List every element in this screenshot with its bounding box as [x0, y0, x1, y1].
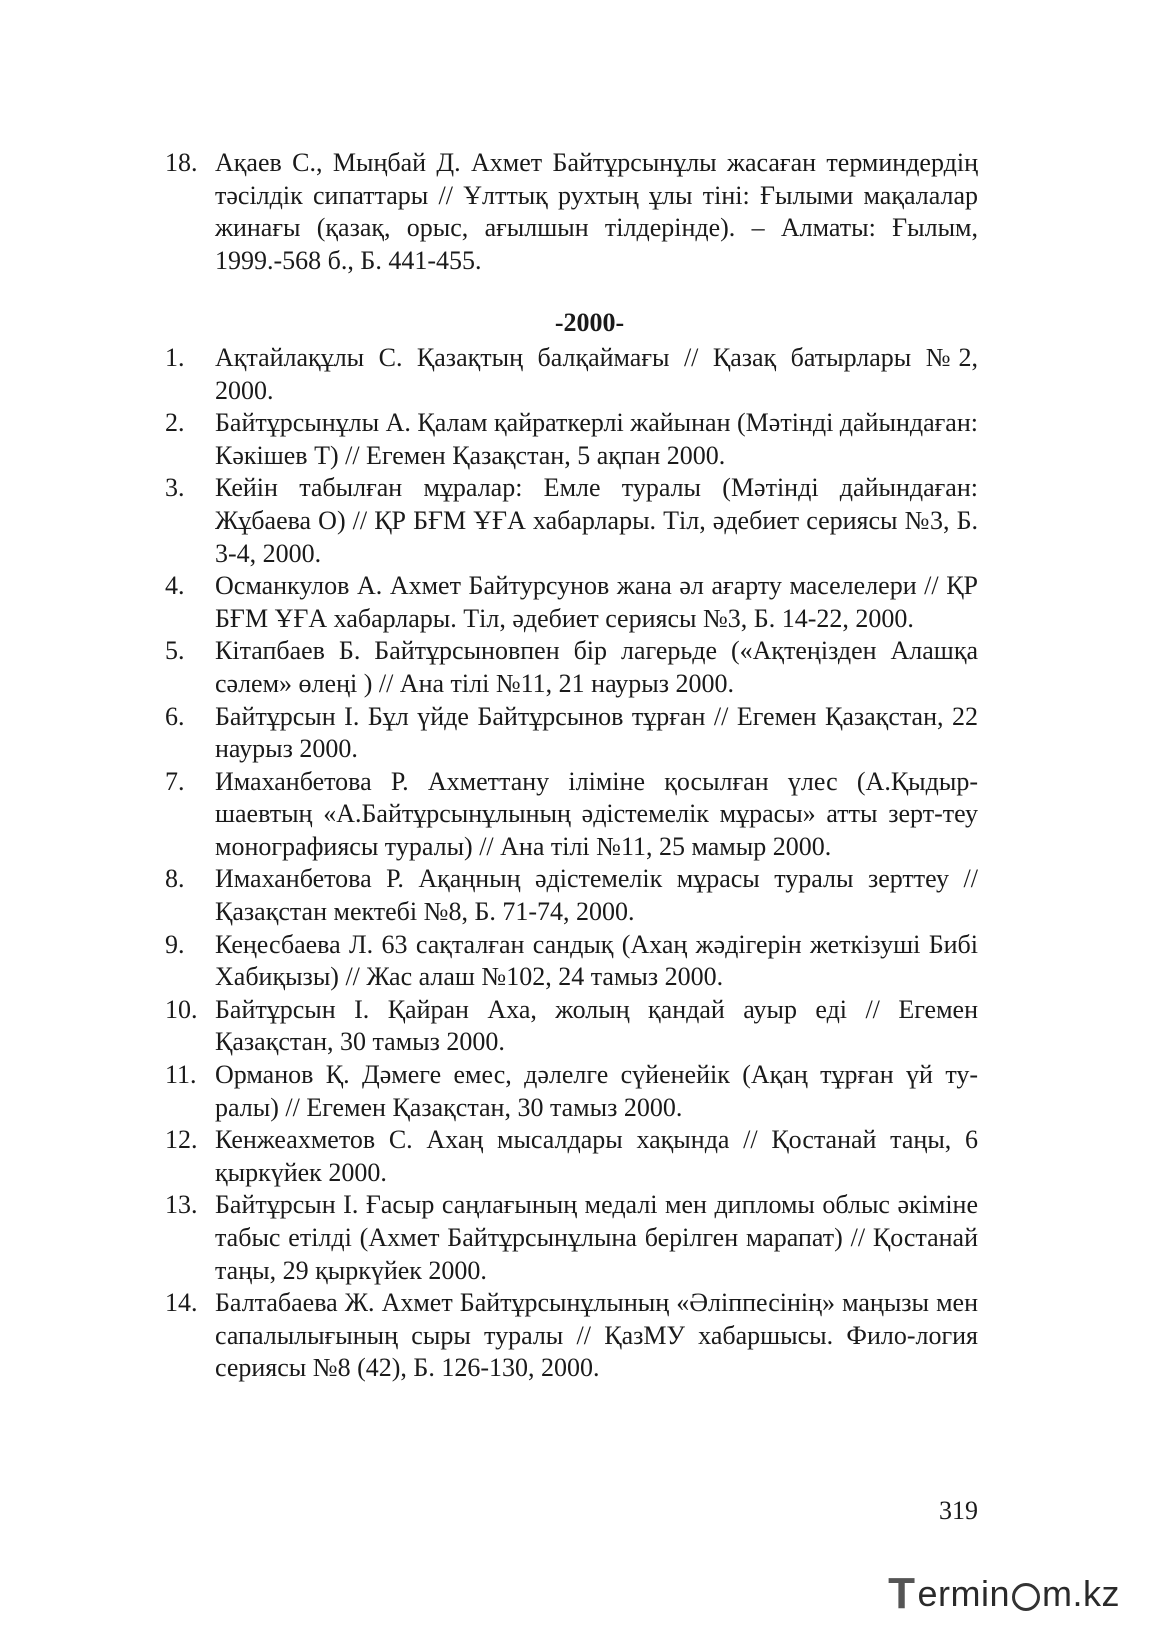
entry-number: 13. [165, 1190, 198, 1220]
entry-number: 9. [165, 929, 185, 959]
entry-text: Имаханбетова Р. Ахметтану іліміне қосылған үлес (А.Қыдыр-шаевтың «А.Байтұрсынұлының әдістемелік мұрасы» атты зерт-теу монографиясы туралы) // Ана тілі №11, 25 мамыр 2000. [215, 766, 978, 861]
bibliography-entry [165, 570, 978, 635]
entry-number: 6. [165, 701, 185, 731]
entry-list-1999 [165, 147, 978, 277]
entry-number: 3. [165, 473, 185, 503]
bibliography-entry [165, 929, 978, 994]
entry-number: 7. [165, 766, 185, 796]
bibliography-entry [165, 472, 978, 570]
entry-number: 1. [165, 342, 185, 372]
year-heading: -2000- [554, 308, 625, 338]
bibliography-entry [165, 1287, 978, 1385]
entry-text: Байтұрсынұлы А. Қалам қайраткерлі жайынан (Мәтінді дайындаған: Кәкішев Т) // Егемен Қазақстан, 5 ақпан 2000. [215, 408, 978, 470]
entry-number: 12. [165, 1125, 198, 1155]
entry-number: 11. [165, 1060, 197, 1090]
watermark-letter-t: T [888, 1569, 916, 1618]
bibliography-entry [165, 1059, 978, 1124]
entry-list-2000 [165, 342, 978, 1385]
bibliography-entry [165, 701, 978, 766]
bibliography-entry [165, 1124, 978, 1189]
entry-number: 18. [165, 148, 198, 177]
entry-text: Кітапбаев Б. Байтұрсыновпен бір лагерьде («Ақтеңізден Алашқа сәлем» өлеңі ) // Ана тілі №11, 21 наурыз 2000. [215, 636, 978, 698]
watermark-logo [888, 1569, 1120, 1619]
entry-number: 10. [165, 994, 198, 1024]
bibliography-entry [165, 147, 978, 277]
bibliography-entry [165, 342, 978, 407]
entry-text: Ақтайлақұлы С. Қазақтың балқаймағы // Қазақ батырлары №2, 2000. [215, 342, 978, 405]
bibliography-entry [165, 863, 978, 928]
watermark-domain: m.kz [1042, 1573, 1120, 1614]
entry-text: Османкулов А. Ахмет Байтурсунов жана әл ағарту маселелери // ҚР БҒМ ҰҒА хабарлары. Тіл, әдебиет сериясы №3, Б. 14-22, 2000. [215, 571, 978, 633]
entry-text: Кейін табылған мұралар: Емле туралы (Мәтінді дайындаған: Жұбаева О) // ҚР БҒМ ҰҒА хабарлары. Тіл, әдебиет сериясы №3, Б. 3-4, 2000. [215, 473, 978, 568]
entry-number: 2. [165, 408, 185, 438]
bibliography-entry [165, 994, 978, 1059]
watermark-text-part: ermin [917, 1573, 1010, 1614]
bibliography-entry [165, 407, 978, 472]
bibliography-entry [165, 635, 978, 700]
entry-text: Байтұрсын І. Ғасыр саңлағының медалі мен дипломы облыс әкіміне табыс етілді (Ахмет Байтұрсынұлына берілген марапат) // Қостанай таңы, 29 қыркүйек 2000. [215, 1190, 978, 1285]
page-content [165, 147, 978, 1385]
page-number: 319 [939, 1496, 978, 1525]
bibliography-entry [165, 766, 978, 864]
bibliography-entry [165, 1189, 978, 1287]
entry-text: Имаханбетова Р. Ақаңның әдістемелік мұрасы туралы зерттеу // Қазақстан мектебі №8, Б. 71-74, 2000. [215, 864, 978, 927]
entry-number: 4. [165, 571, 185, 601]
entry-text: Орманов Қ. Дәмеге емес, дәлелге сүйенейік (Ақаң тұрған үй ту-ралы) // Егемен Қазақстан, 30 тамыз 2000. [215, 1060, 978, 1122]
entry-text: Кенжеахметов С. Ахаң мысалдары хақында // Қостанай таңы, 6 қыркүйек 2000. [215, 1125, 978, 1187]
entry-number: 5. [165, 636, 185, 666]
entry-number: 8. [165, 864, 185, 894]
entry-text: Кеңесбаева Л. 63 сақталған сандық (Ахаң жәдігерін жеткізуші Бибі Хабиқызы) // Жас алаш №102, 24 тамыз 2000. [215, 929, 978, 992]
watermark-circle-icon [1012, 1583, 1040, 1611]
entry-text: Байтұрсын І. Бұл үйде Байтұрсынов тұрған // Егемен Қазақстан, 22 наурыз 2000. [215, 701, 978, 764]
entry-text: Ақаев С., Мыңбай Д. Ахмет Байтұрсынұлы жасаған терминдердің тәсілдік сипаттары // Ұлттық рухтың ұлы тіні: Ғылыми мақалалар жинағы (қазақ, орыс, ағылшын тілдерінде). – Алматы: Ғылым, 1999.-568 б., Б. 441-455. [215, 148, 978, 275]
entry-text: Байтұрсын І. Қайран Аха, жолың қандай ауыр еді // Егемен Қазақстан, 30 тамыз 2000. [215, 994, 978, 1057]
entry-number: 14. [165, 1288, 198, 1318]
entry-text: Балтабаева Ж. Ахмет Байтұрсынұлының «Әліппесінің» маңызы мен сапалылығының сыры туралы // ҚазМУ хабаршысы. Фило-логия сериясы №8 (42), Б. 126-130, 2000. [215, 1288, 978, 1383]
